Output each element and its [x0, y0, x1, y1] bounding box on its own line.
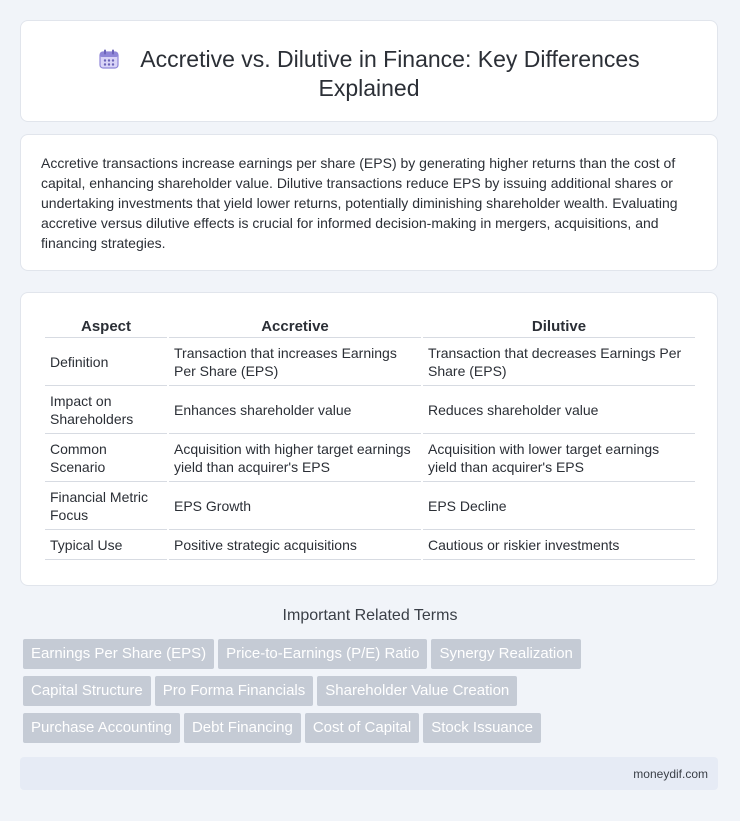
title-card [20, 20, 718, 122]
footer [20, 757, 718, 790]
table-row [45, 482, 695, 530]
table-row [45, 338, 695, 386]
table-cell: Positive strategic acquisitions [169, 530, 421, 560]
table-cell: Definition [45, 338, 167, 386]
header-dilutive: Dilutive [423, 315, 695, 338]
tag-earnings-per-share[interactable]: Earnings Per Share (EPS) [23, 639, 214, 669]
table-cell: Acquisition with higher target earnings yield than acquirer's EPS [169, 434, 421, 482]
tag-cost-of-capital[interactable]: Cost of Capital [305, 713, 419, 743]
tag-pe-ratio[interactable]: Price-to-Earnings (P/E) Ratio [218, 639, 427, 669]
tag-purchase-accounting[interactable]: Purchase Accounting [23, 713, 180, 743]
summary-text: Accretive transactions increase earnings per share (EPS) by generating higher returns than the cost of capital, enhancing shareholder value. Dilutive transactions reduce EPS by issuing additional shares or undertaking investments that yield lower returns, potentially diminishing shareholder wealth. Evaluating accretive versus dilutive effects is crucial for informed decision-making in mergers, acquisitions, and financing strategies. [41, 155, 678, 251]
related-terms-list [23, 639, 723, 750]
table-cell: Financial Metric Focus [45, 482, 167, 530]
calendar-icon [98, 48, 120, 70]
related-terms-title: Important Related Terms [282, 607, 458, 624]
summary-card [20, 134, 718, 271]
header-aspect: Aspect [45, 315, 167, 338]
table-cell: Transaction that increases Earnings Per Share (EPS) [169, 338, 421, 386]
table-row [45, 386, 695, 434]
header-accretive: Accretive [169, 315, 421, 338]
table-cell: Acquisition with lower target earnings yield than acquirer's EPS [423, 434, 695, 482]
table-cell: EPS Growth [169, 482, 421, 530]
footer-site-link[interactable]: moneydif.com [633, 767, 708, 781]
table-cell: Cautious or riskier investments [423, 530, 695, 560]
table-cell: Typical Use [45, 530, 167, 560]
tag-synergy-realization[interactable]: Synergy Realization [431, 639, 580, 669]
table-cell: Common Scenario [45, 434, 167, 482]
table-header-row [45, 315, 695, 338]
table-cell: Reduces shareholder value [423, 386, 695, 434]
table-cell: Impact on Shareholders [45, 386, 167, 434]
table-cell: EPS Decline [423, 482, 695, 530]
comparison-table [43, 315, 697, 560]
title-line-1: Accretive vs. Dilutive in Finance: Key Differences [140, 46, 640, 72]
tag-stock-issuance[interactable]: Stock Issuance [423, 713, 541, 743]
page-title [21, 45, 717, 103]
table-cell: Enhances shareholder value [169, 386, 421, 434]
tag-shareholder-value-creation[interactable]: Shareholder Value Creation [317, 676, 517, 706]
title-line-2: Explained [318, 75, 420, 101]
tag-debt-financing[interactable]: Debt Financing [184, 713, 301, 743]
table-row [45, 434, 695, 482]
table-row [45, 530, 695, 560]
tag-capital-structure[interactable]: Capital Structure [23, 676, 151, 706]
tag-pro-forma-financials[interactable]: Pro Forma Financials [155, 676, 314, 706]
table-cell: Transaction that decreases Earnings Per Share (EPS) [423, 338, 695, 386]
comparison-table-card [20, 292, 718, 586]
